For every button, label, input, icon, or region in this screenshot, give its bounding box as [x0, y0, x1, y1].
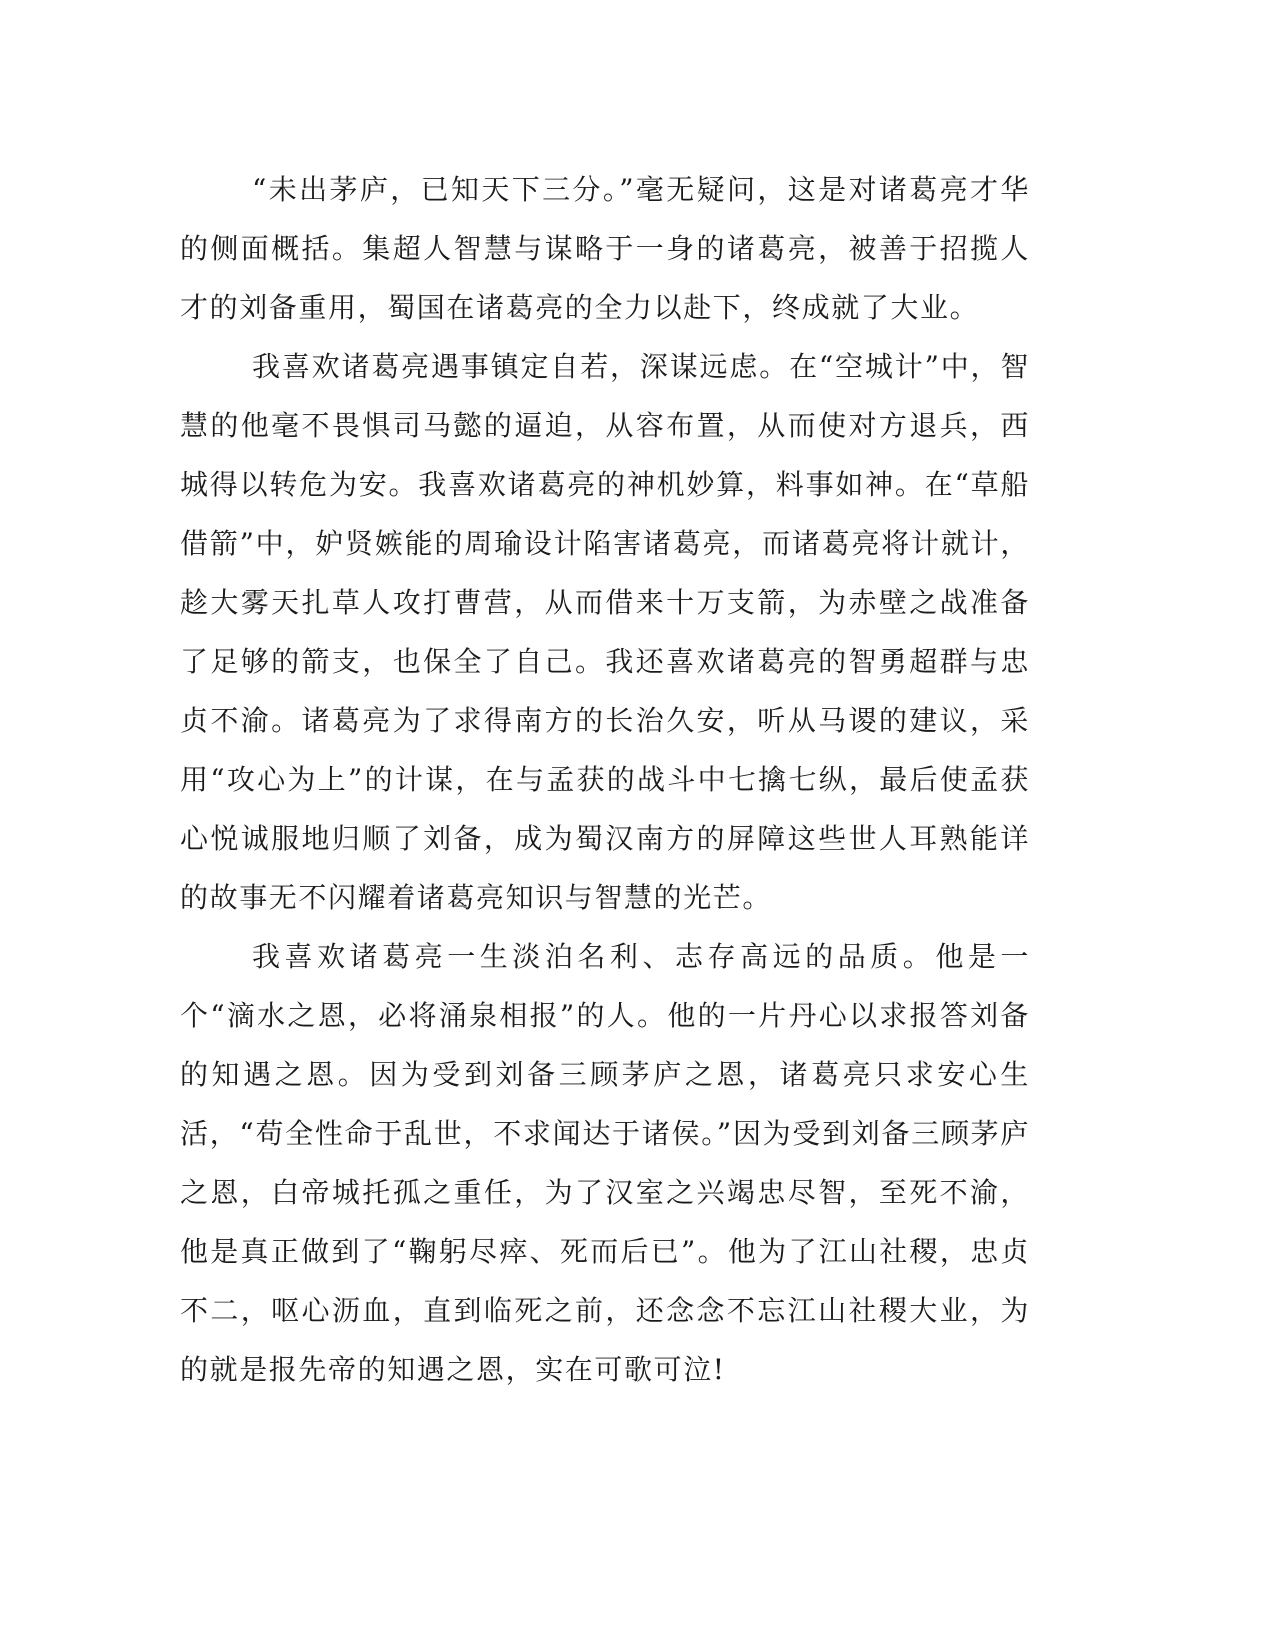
paragraph-1: “未出茅庐，已知天下三分。”毫无疑问，这是对诸葛亮才华的侧面概括。集超人智慧与谋略于一身的诸葛亮，被善于招揽人才的刘备重用，蜀国在诸葛亮的全力以赴下，终成就了大业。 — [180, 173, 1030, 324]
paragraph-3: 我喜欢诸葛亮一生淡泊名利、志存高远的品质。他是一个“滴水之恩，必将涌泉相报”的人。他的一片丹心以求报答刘备的知遇之恩。因为受到刘备三顾茅庐之恩，诸葛亮只求安心生活，“苟全性命于乱世，不求闻达于诸侯。”因为受到刘备三顾茅庐之恩，白帝城托孤之重任，为了汉室之兴竭忠尽智，至死不渝，他是真正做到了“鞠躬尽瘁、死而后已”。他为了江山社稷，忠贞不二，呕心沥血，直到临死之前，还念念不忘江山社稷大业，为的就是报先帝的知遇之恩，实在可歌可泣! — [180, 940, 1030, 1386]
document-body — [180, 160, 1030, 1399]
paragraph-2: 我喜欢诸葛亮遇事镇定自若，深谋远虑。在“空城计”中，智慧的他毫不畏惧司马懿的逼迫，从容布置，从而使对方退兵，西城得以转危为安。我喜欢诸葛亮的神机妙算，料事如神。在“草船借箭”中，妒贤嫉能的周瑜设计陷害诸葛亮，而诸葛亮将计就计，趁大雾天扎草人攻打曹营，从而借来十万支箭，为赤壁之战准备了足够的箭支，也保全了自己。我还喜欢诸葛亮的智勇超群与忠贞不渝。诸葛亮为了求得南方的长治久安，听从马谡的建议，采用“攻心为上”的计谋，在与孟获的战斗中七擒七纵，最后使孟获心悦诚服地归顺了刘备，成为蜀汉南方的屏障这些世人耳熟能详的故事无不闪耀着诸葛亮知识与智慧的光芒。 — [180, 350, 1030, 914]
